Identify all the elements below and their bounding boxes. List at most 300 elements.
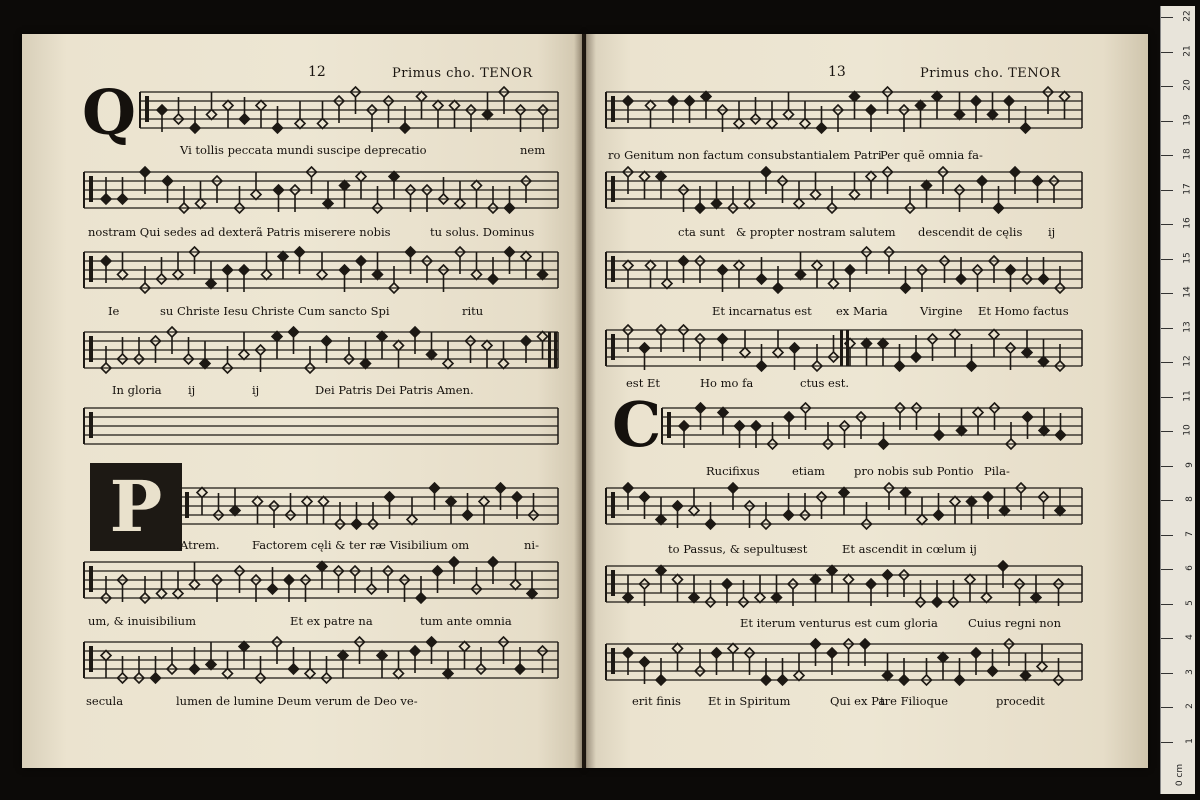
lyric-r7b: Cuius regni non (968, 616, 1061, 630)
lyric-r5c: pro nobis sub Pontio (854, 464, 974, 478)
lyric-r2d: ij (1048, 225, 1056, 239)
left-running-head: Primus cho. TENOR (392, 66, 533, 81)
note-head (443, 359, 453, 369)
note-head (173, 589, 183, 599)
note-head (512, 492, 522, 502)
note-head (751, 421, 761, 431)
note-head (668, 96, 678, 106)
initial-q: Q (82, 76, 137, 149)
note-head (256, 101, 266, 111)
lyric-r8a: erit finis (632, 694, 681, 708)
note-head (1033, 176, 1043, 186)
note-head (157, 589, 167, 599)
lyric-r2c: descendit de cęlis (918, 225, 1023, 239)
note-head (511, 580, 521, 590)
note-head (718, 334, 728, 344)
note-head (866, 105, 876, 115)
note-head (899, 675, 909, 685)
lyric-l3b: su Christe Iesu Christe Cum sancto Spi (160, 304, 390, 318)
note-head (977, 176, 987, 186)
note-head (272, 332, 282, 342)
note-head (430, 483, 440, 493)
lyric-r4b: Ho mo fa (700, 376, 754, 390)
lyric-r3c: Virgine (920, 304, 963, 318)
note-head (317, 270, 327, 280)
note-head (1000, 506, 1010, 516)
note-head (718, 408, 728, 418)
note-head (200, 359, 210, 369)
note-head (983, 492, 993, 502)
note-head (689, 593, 699, 603)
lyric-l4b: ij (188, 383, 196, 397)
note-head (965, 575, 975, 585)
note-head (356, 256, 366, 266)
note-head (1021, 123, 1031, 133)
note-head (101, 256, 111, 266)
note-head (811, 575, 821, 585)
clef-mark (185, 492, 189, 518)
note-head (407, 515, 417, 525)
note-head (173, 270, 183, 280)
note-head (662, 279, 672, 289)
lyric-r2a: cta sunt (678, 225, 725, 239)
note-head (757, 274, 767, 284)
ruler-label: 4 (1185, 634, 1196, 640)
lyric-r6a: to Passus, & sepultus (668, 542, 793, 556)
ruler-unit: 0 cm (1174, 763, 1185, 787)
note-head (740, 348, 750, 358)
note-head (505, 203, 515, 213)
note-head (488, 274, 498, 284)
note-head (640, 492, 650, 502)
note-head (955, 110, 965, 120)
note-head (712, 648, 722, 658)
note-head (982, 593, 992, 603)
clef-mark (667, 412, 671, 438)
initial-c: C (612, 388, 662, 461)
lyric-r6b: est (790, 542, 808, 556)
lyric-r4a: est Et (626, 376, 661, 390)
ruler-label: 14 (1182, 286, 1193, 298)
note-head (488, 557, 498, 567)
note-head (416, 593, 426, 603)
note-head (718, 265, 728, 275)
note-head (679, 421, 689, 431)
note-head (784, 412, 794, 422)
ruler-label: 11 (1182, 389, 1193, 402)
note-head (794, 199, 804, 209)
note-head (879, 439, 889, 449)
note-head (394, 341, 404, 351)
note-head (971, 96, 981, 106)
ruler-label: 1 (1185, 737, 1196, 744)
note-head (377, 651, 387, 661)
note-head (850, 190, 860, 200)
note-head (417, 92, 427, 102)
note-head (230, 506, 240, 516)
note-head (623, 648, 633, 658)
clef-mark (611, 334, 615, 360)
note-head (446, 497, 456, 507)
note-head (278, 252, 288, 262)
note-head (932, 597, 942, 607)
note-head (734, 261, 744, 271)
note-head (538, 332, 548, 342)
lyric-r6c: Et ascendit in cœlum ij (842, 542, 977, 556)
note-head (679, 256, 689, 266)
note-head (773, 283, 783, 293)
note-head (289, 664, 299, 674)
lyric-l3c: ritu (462, 304, 484, 318)
note-head (190, 580, 200, 590)
note-head (449, 557, 459, 567)
lyric-l5a: Atrem. (180, 538, 220, 552)
initial-p: P (90, 463, 182, 551)
lyric-l4c: ij (252, 383, 260, 397)
note-head (957, 426, 967, 436)
lyric-l7b: lumen de lumine Deum verum de Deo ve- (176, 694, 418, 708)
note-head (728, 483, 738, 493)
note-head (938, 653, 948, 663)
note-head (223, 265, 233, 275)
lyric-r8d: tre Filioque (880, 694, 949, 708)
note-head (811, 639, 821, 649)
note-head (883, 570, 893, 580)
note-head (862, 339, 872, 349)
lyric-r4c: ctus est. (800, 376, 850, 390)
note-head (427, 637, 437, 647)
note-head (443, 669, 453, 679)
note-head (745, 199, 755, 209)
note-head (101, 194, 111, 204)
note-head (196, 199, 206, 209)
note-head (844, 575, 854, 585)
note-head (262, 270, 272, 280)
note-head (811, 190, 821, 200)
note-head (773, 348, 783, 358)
note-head (479, 497, 489, 507)
note-head (340, 181, 350, 191)
clef-mark (611, 648, 615, 674)
ruler-label: 12 (1182, 355, 1193, 367)
note-head (967, 361, 977, 371)
left-page-number: 12 (308, 64, 326, 80)
double-bar-line (548, 332, 551, 368)
note-head (761, 675, 771, 685)
note-head (322, 336, 332, 346)
clef-mark (89, 256, 93, 282)
ruler-label: 8 (1185, 496, 1196, 502)
note-head (319, 497, 329, 507)
note-head (860, 639, 870, 649)
note-head (406, 247, 416, 257)
ruler-label: 21 (1182, 44, 1193, 57)
note-head (971, 648, 981, 658)
note-head (706, 519, 716, 529)
ruler-label: 6 (1185, 565, 1196, 571)
note-head (318, 119, 328, 129)
note-head (689, 506, 699, 516)
note-head (472, 270, 482, 280)
note-head (911, 352, 921, 362)
note-head (472, 181, 482, 191)
note-head (389, 172, 399, 182)
note-head (118, 270, 128, 280)
note-head (190, 123, 200, 133)
double-bar-line (840, 330, 843, 366)
ruler-label: 5 (1185, 599, 1196, 606)
note-head (827, 648, 837, 658)
note-head (515, 664, 525, 674)
note-head (656, 515, 666, 525)
note-head (323, 199, 333, 209)
note-head (1060, 92, 1070, 102)
note-head (728, 644, 738, 654)
lyric-r7a: Et iterum venturus est cum gloria (740, 616, 938, 630)
lyric-r1b: Per quẽ omnia fa- (880, 148, 983, 162)
ruler-label: 13 (1182, 320, 1193, 333)
note-head (521, 336, 531, 346)
lyric-r8b: Et in Spiritum (708, 694, 791, 708)
note-head (385, 492, 395, 502)
note-head (866, 579, 876, 589)
note-head (967, 497, 977, 507)
note-head (922, 181, 932, 191)
note-head (352, 519, 362, 529)
note-head (455, 199, 465, 209)
ruler-label: 9 (1185, 461, 1196, 468)
note-head (317, 562, 327, 572)
note-head (646, 261, 656, 271)
lyric-r3a: Et incarnatus est (712, 304, 812, 318)
ruler-label: 2 (1185, 703, 1196, 709)
lyric-l1b: nem (520, 143, 546, 157)
note-head (197, 488, 207, 498)
note-head (950, 497, 960, 507)
note-head (772, 593, 782, 603)
note-head (932, 92, 942, 102)
note-head (673, 644, 683, 654)
lyric-r2b: & propter nostram salutem (736, 225, 896, 239)
note-head (295, 119, 305, 129)
clef-mark (89, 646, 93, 672)
lyric-l6a: um, & inuisibilium (88, 614, 196, 628)
clef-mark (611, 176, 615, 202)
lyric-l2b: tu solus. Dominus (430, 225, 535, 239)
note-head (1055, 506, 1065, 516)
note-head (356, 172, 366, 182)
note-head (878, 339, 888, 349)
note-head (794, 671, 804, 681)
note-head (755, 593, 765, 603)
note-head (207, 110, 217, 120)
note-head (190, 664, 200, 674)
clef-mark (611, 256, 615, 282)
note-head (895, 361, 905, 371)
note-head (827, 566, 837, 576)
note-head (761, 167, 771, 177)
note-head (273, 123, 283, 133)
note-head (1004, 96, 1014, 106)
note-head (994, 203, 1004, 213)
note-head (640, 172, 650, 182)
lyric-l4d: Dei Patris Dei Patris Amen. (315, 383, 474, 397)
note-head (712, 199, 722, 209)
note-head (1037, 662, 1047, 672)
lyric-r3d: Et Homo factus (978, 304, 1069, 318)
note-head (274, 185, 284, 195)
note-head (433, 566, 443, 576)
clef-mark (89, 566, 93, 592)
note-head (866, 172, 876, 182)
note-head (973, 408, 983, 418)
note-head (1056, 430, 1066, 440)
note-head (1031, 593, 1041, 603)
note-head (767, 119, 777, 129)
note-head (646, 101, 656, 111)
note-head (239, 350, 249, 360)
note-head (410, 327, 420, 337)
note-head (253, 497, 263, 507)
note-head (916, 101, 926, 111)
note-head (463, 510, 473, 520)
note-head (496, 483, 506, 493)
note-head (206, 660, 216, 670)
note-head (950, 330, 960, 340)
note-head (361, 359, 371, 369)
lyric-l5c: ni- (524, 538, 539, 552)
note-head (623, 593, 633, 603)
note-head (850, 92, 860, 102)
note-head (223, 101, 233, 111)
note-head (427, 350, 437, 360)
lyric-r8e: procedit (996, 694, 1045, 708)
note-head (812, 261, 822, 271)
note-head (1006, 265, 1016, 275)
note-head (157, 105, 167, 115)
note-head (240, 114, 250, 124)
note-head (527, 589, 537, 599)
note-head (302, 497, 312, 507)
note-head (1039, 274, 1049, 284)
ruler-label: 20 (1182, 79, 1193, 91)
lyric-r5b: etiam (792, 464, 825, 478)
lyric-r1a: ro Genitum non factum consubstantialem Patri (608, 148, 882, 162)
note-head (410, 646, 420, 656)
right-page-number: 13 (828, 64, 846, 80)
note-head (483, 110, 493, 120)
ruler-label: 3 (1185, 668, 1196, 675)
lyric-l3a: Ie (108, 304, 120, 318)
note-head (338, 651, 348, 661)
ruler-label: 17 (1182, 182, 1193, 195)
lyric-r5a: Rucifixus (706, 464, 760, 478)
note-head (695, 203, 705, 213)
ruler-label: 18 (1182, 148, 1193, 160)
clef-mark (89, 176, 93, 202)
note-head (239, 642, 249, 652)
note-head (140, 167, 150, 177)
lyric-l5b: Factorem cęli & ter ræ Visibilium om (252, 538, 470, 552)
note-head (673, 501, 683, 511)
note-head (839, 488, 849, 498)
note-head (734, 119, 744, 129)
note-head (640, 343, 650, 353)
note-head (373, 270, 383, 280)
lyric-l6c: tum ante omnia (420, 614, 512, 628)
lyric-l1a: Vi tollis peccata mundi suscipe deprecatio (180, 143, 427, 157)
note-head (1022, 348, 1032, 358)
lyric-r5d: Pila- (984, 464, 1010, 478)
note-head (1010, 167, 1020, 177)
lyric-r8c: Qui ex Pa (830, 694, 886, 708)
note-head (505, 247, 515, 257)
note-head (305, 669, 315, 679)
note-head (784, 510, 794, 520)
ruler-label: 15 (1182, 251, 1193, 264)
note-head (251, 190, 261, 200)
note-head (800, 119, 810, 129)
note-head (757, 361, 767, 371)
note-head (460, 642, 470, 652)
lyric-l2a: nostram Qui sedes ad dexterã Patris miserere nobis (88, 225, 391, 239)
note-head (934, 510, 944, 520)
note-head (934, 430, 944, 440)
right-running-head: Primus cho. TENOR (920, 66, 1061, 81)
note-head (268, 584, 278, 594)
note-head (735, 421, 745, 431)
lyric-r3b: ex Maria (836, 304, 888, 318)
note-head (656, 172, 666, 182)
note-head (685, 96, 695, 106)
note-head (956, 274, 966, 284)
ruler-label: 22 (1182, 10, 1193, 22)
note-head (118, 194, 128, 204)
clef-mark (89, 336, 93, 362)
double-bar-line (554, 332, 557, 368)
note-head (151, 673, 161, 683)
note-head (295, 247, 305, 257)
note-head (696, 403, 706, 413)
note-head (656, 566, 666, 576)
note-head (1023, 412, 1033, 422)
clef-mark (89, 412, 93, 438)
note-head (796, 270, 806, 280)
note-head (988, 666, 998, 676)
note-head (790, 343, 800, 353)
note-head (499, 359, 509, 369)
note-head (817, 123, 827, 133)
clef-mark (611, 96, 615, 122)
note-head (623, 96, 633, 106)
clef-mark (145, 96, 149, 122)
note-head (1039, 426, 1049, 436)
note-head (482, 341, 492, 351)
note-head (1039, 357, 1049, 367)
note-head (400, 123, 410, 133)
clef-mark (611, 492, 615, 518)
note-head (163, 176, 173, 186)
note-head (640, 657, 650, 667)
note-head (450, 101, 460, 111)
note-head (989, 330, 999, 340)
note-head (538, 270, 548, 280)
note-head (883, 671, 893, 681)
note-head (901, 488, 911, 498)
note-head (340, 265, 350, 275)
ruler-label: 19 (1182, 113, 1193, 126)
note-head (394, 669, 404, 679)
